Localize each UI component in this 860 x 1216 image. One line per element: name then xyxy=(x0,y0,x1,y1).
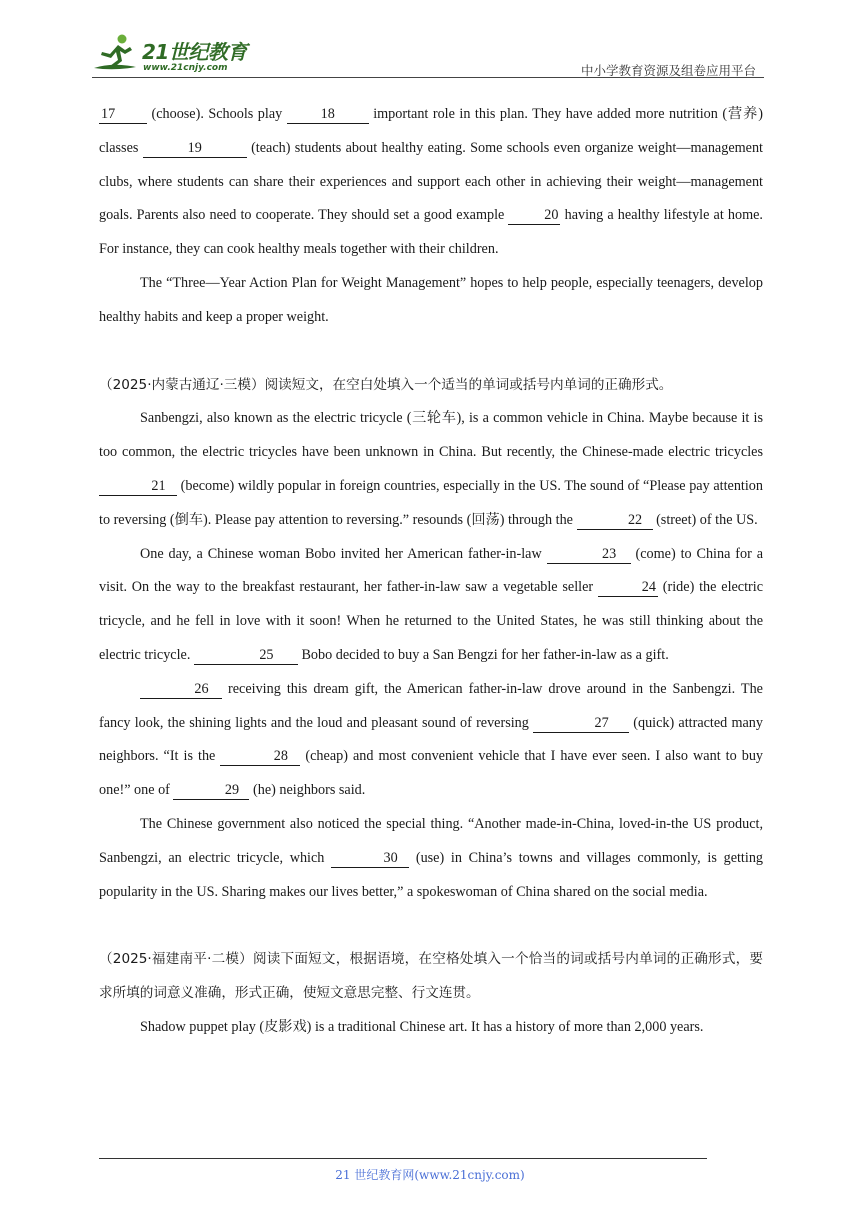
passage-text: receiving this dream gift, the American father-in-law drove around in the Sanbengzi. The fancy look, the shining lights and the loud and pleasant sound of reversing xyxy=(99,680,763,731)
logo-url: www.21cnjy.com xyxy=(143,63,228,73)
footer-divider xyxy=(99,1158,707,1159)
passage-text: (become) wildly popular in foreign countries, especially in the US. The sound of “Please pay attention to reversing (倒车). Please pay attention to reversing.” resounds (回荡) through the xyxy=(99,477,763,528)
passage-text: (come) to China for a visit. On the way to the breakfast restaurant, her father-in-law saw a vegetable seller xyxy=(99,545,763,596)
task-instruction: （2025·福建南平·二模）阅读下面短文，根据语境，在空格处填入一个恰当的词或括号内单词的正确形式，要求所填的词意义准确，形式正确，使短文意思完整、行文连贯。 xyxy=(99,951,763,1002)
passage-text: (he) neighbors said. xyxy=(249,782,366,799)
passage-text: (choose). Schools play xyxy=(147,106,287,122)
passage-paragraph: Shadow puppet play (皮影戏) is a traditional Chinese art. It has a history of more than 2,000 years. xyxy=(140,1018,704,1035)
blank-19[interactable]: 19 xyxy=(143,139,247,158)
passage-continued xyxy=(99,98,763,267)
passage-paragraph xyxy=(99,402,763,537)
blank-28[interactable]: 28 xyxy=(220,747,300,766)
site-logo[interactable] xyxy=(92,32,262,76)
runner-logo-icon xyxy=(92,32,142,76)
blank-21[interactable]: 21 xyxy=(99,477,177,496)
passage-text: having a healthy lifestyle at home. For instance, they can cook healthy meals together with their children. xyxy=(99,207,763,258)
passage-text: One day, a Chinese woman Bobo invited her American father-in-law xyxy=(140,545,547,562)
blank-22[interactable]: 22 xyxy=(577,511,653,530)
passage-text: (teach) students about healthy eating. Some schools even organize weight—management clubs, where students can share their experiences and support each other in achieving their weight—management goals. Parents also need to cooperate. They should set a good example xyxy=(99,139,763,224)
blank-29[interactable]: 29 xyxy=(173,781,249,800)
task-instruction: （2025·内蒙古通辽·三模）阅读短文，在空白处填入一个适当的单词或括号内单词的正确形式。 xyxy=(99,376,673,393)
blank-25[interactable]: 25 xyxy=(194,646,298,665)
passage-text: (street) of the US. xyxy=(652,511,758,528)
platform-name: 中小学教育资源及组卷应用平台 xyxy=(580,63,756,78)
passage-paragraph: The “Three—Year Action Plan for Weight Management” hopes to help people, especially teenagers, develop healthy habits and keep a proper weight. xyxy=(99,274,763,325)
logo-wordmark: 21世纪教育 xyxy=(142,40,247,64)
passage-text: important role in this plan. They have added more nutrition xyxy=(368,106,718,122)
page-header xyxy=(92,30,764,78)
document-body xyxy=(99,98,763,1045)
passage-paragraph xyxy=(99,673,763,808)
header-divider xyxy=(92,77,764,78)
passage-paragraph xyxy=(99,538,763,673)
passage-text: (use) in China’s towns and villages commonly, is getting popularity in the US. Sharing makes our lives better,” a spokeswoman of China shared on the social media. xyxy=(99,849,764,900)
blank-18[interactable]: 18 xyxy=(287,105,369,124)
blank-30[interactable]: 30 xyxy=(331,849,409,868)
passage-text: Sanbengzi, also known as the electric tricycle (三轮车), is a common vehicle in China. Maybe because it is too common, the electric tricycles have been unknown in China. But recently, the Chinese-made electric tricycles xyxy=(99,410,763,461)
footer-link[interactable]: 21 世纪教育网(www.21cnjy.com) xyxy=(335,1168,525,1182)
blank-24[interactable]: 24 xyxy=(598,578,658,597)
blank-27[interactable]: 27 xyxy=(533,714,629,733)
passage-text: (ride) the electric tricycle, and he fell in love with it soon! When he returned to the United States, he was still thinking about the electric tricycle. xyxy=(99,579,764,663)
passage-text: Bobo decided to buy a San Bengzi for her father-in-law as a gift. xyxy=(297,646,669,663)
passage-text: The Chinese government also noticed the special thing. “Another made-in-China, loved-in-the US product, Sanbengzi, an electric tricycle, which xyxy=(99,815,763,866)
passage-text: (quick) attracted many neighbors. “It is the xyxy=(99,714,763,765)
passage-text: (营养) classes xyxy=(99,106,764,156)
blank-17[interactable]: 17 xyxy=(99,105,147,124)
blank-20[interactable]: 20 xyxy=(508,206,560,225)
passage-text: (cheap) and most convenient vehicle that I have ever seen. I also want to buy one!” one of xyxy=(99,748,764,799)
blank-26[interactable]: 26 xyxy=(140,680,222,699)
blank-23[interactable]: 23 xyxy=(547,545,631,564)
passage-paragraph xyxy=(99,808,763,909)
